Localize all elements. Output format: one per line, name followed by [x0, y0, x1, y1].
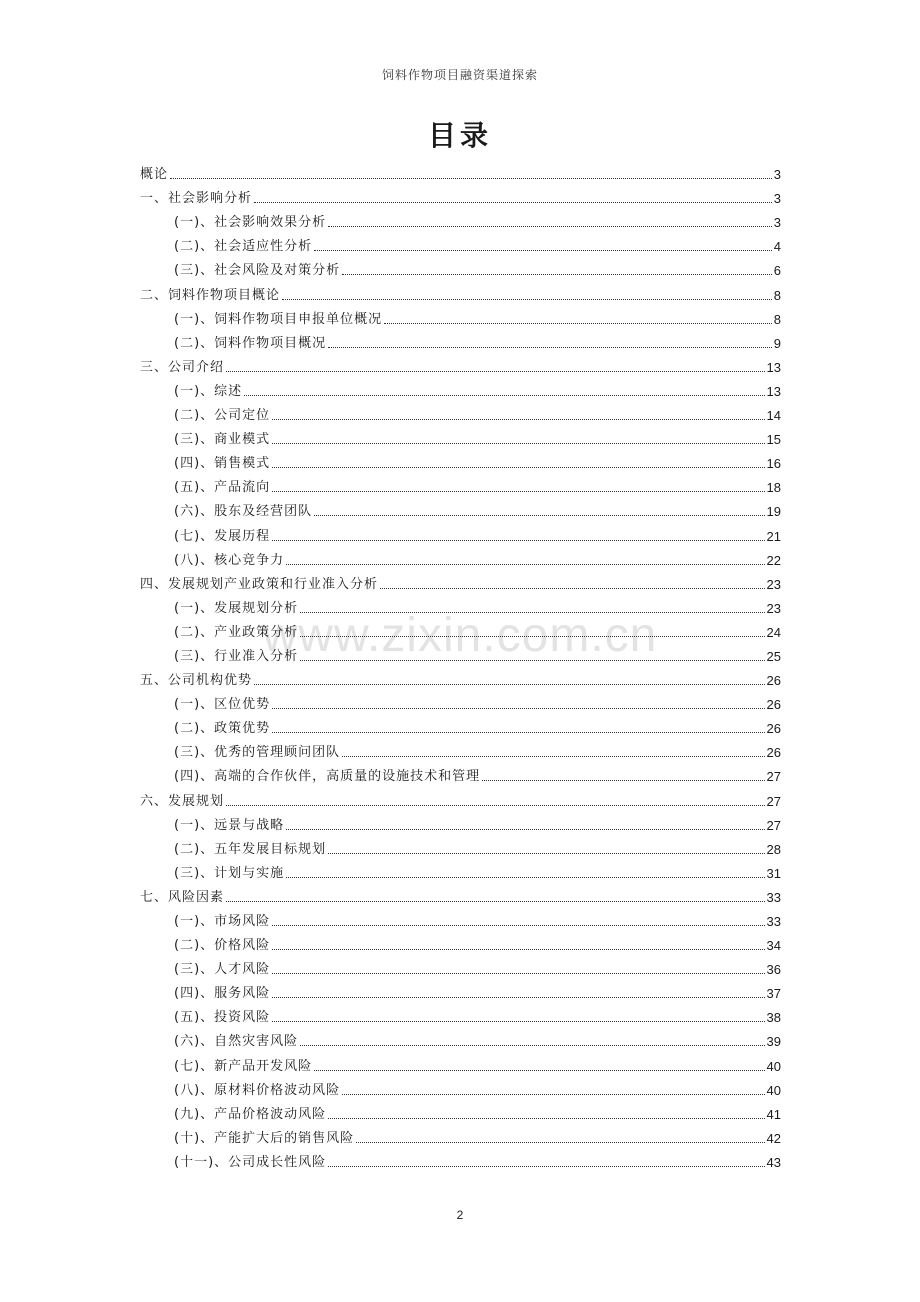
- toc-entry-page: 26: [766, 673, 781, 689]
- toc-dot-leader: [300, 660, 764, 661]
- toc-entry[interactable]: [140, 354, 781, 378]
- toc-entry[interactable]: [140, 474, 781, 498]
- toc-entry-title: (六)、股东及经营团队: [174, 504, 313, 520]
- toc-entry[interactable]: [140, 908, 781, 932]
- toc-dot-leader: [272, 973, 764, 974]
- toc-entry-page: 15: [766, 432, 781, 448]
- toc-entry-title: (三)、人才风险: [174, 962, 271, 978]
- toc-entry-title: (十一)、公司成长性风险: [174, 1154, 327, 1170]
- toc-dot-leader: [300, 612, 764, 613]
- toc-entry-page: 42: [766, 1130, 781, 1146]
- toc-entry[interactable]: [140, 860, 781, 884]
- toc-dot-leader: [272, 467, 764, 468]
- toc-entry[interactable]: [140, 498, 781, 522]
- toc-entry-page: 26: [766, 745, 781, 761]
- toc-entry-title: (三)、社会风险及对策分析: [174, 263, 341, 279]
- toc-entry-title: 二、饲料作物项目概论: [140, 287, 281, 303]
- toc-dot-leader: [286, 829, 764, 830]
- toc-entry[interactable]: [140, 643, 781, 667]
- toc-entry[interactable]: [140, 1149, 781, 1173]
- toc-entry-page: 43: [766, 1154, 781, 1170]
- toc-entry-page: 13: [766, 359, 781, 375]
- toc-entry-page: 22: [766, 552, 781, 568]
- toc-dot-leader: [272, 491, 764, 492]
- toc-dot-leader: [272, 732, 764, 733]
- toc-entry-page: 33: [766, 914, 781, 929]
- toc-entry-title: (三)、行业准入分析: [174, 648, 299, 664]
- toc-entry-title: (三)、计划与实施: [174, 865, 285, 881]
- toc-entry-title: 四、发展规划产业政策和行业准入分析: [140, 576, 379, 592]
- toc-entry-title: (九)、产品价格波动风险: [174, 1106, 327, 1122]
- toc-entry[interactable]: [140, 522, 781, 546]
- toc-entry-page: 6: [773, 263, 781, 279]
- toc-dot-leader: [380, 588, 765, 589]
- toc-entry-page: 36: [766, 962, 781, 978]
- toc-entry[interactable]: [140, 426, 781, 450]
- toc-entry-title: (三)、优秀的管理顾问团队: [174, 745, 341, 761]
- toc-entry[interactable]: [140, 161, 781, 185]
- toc-entry-title: (二)、公司定位: [174, 408, 271, 424]
- toc-entry[interactable]: [140, 980, 781, 1004]
- toc-dot-leader: [272, 1021, 764, 1022]
- toc-entry[interactable]: [140, 1077, 781, 1101]
- toc-entry[interactable]: [140, 667, 781, 691]
- toc-entry[interactable]: [140, 932, 781, 956]
- toc-entry-title: (四)、高端的合作伙伴，高质量的设施技术和管理: [174, 769, 481, 785]
- toc-entry-title: 概论: [140, 167, 169, 183]
- toc-entry[interactable]: [140, 787, 781, 811]
- toc-entry[interactable]: [140, 185, 781, 209]
- toc-dot-leader: [226, 371, 765, 372]
- toc-entry-page: 41: [766, 1106, 781, 1122]
- toc-entry-page: 13: [766, 383, 781, 399]
- toc-dot-leader: [272, 997, 764, 998]
- toc-entry-page: 3: [773, 191, 781, 207]
- toc-entry-page: 14: [766, 408, 781, 424]
- toc-entry-title: (一)、市场风险: [174, 914, 271, 929]
- toc-entry-page: 23: [766, 576, 781, 592]
- toc-entry-title: (二)、饲料作物项目概况: [174, 335, 327, 351]
- toc-entry-title: (三)、商业模式: [174, 432, 271, 448]
- toc-dot-leader: [328, 1166, 764, 1167]
- toc-dot-leader: [170, 178, 772, 179]
- toc-entry[interactable]: [140, 595, 781, 619]
- toc-entry[interactable]: [140, 233, 781, 257]
- toc-entry-page: 16: [766, 456, 781, 472]
- toc-entry-page: 8: [773, 311, 781, 327]
- toc-entry-page: 31: [766, 865, 781, 881]
- toc-entry[interactable]: [140, 257, 781, 281]
- toc-entry[interactable]: [140, 763, 781, 787]
- toc-dot-leader: [300, 636, 764, 637]
- toc-entry-title: (十)、产能扩大后的销售风险: [174, 1130, 355, 1146]
- toc-dot-leader: [272, 949, 764, 950]
- toc-entry-page: 8: [773, 287, 781, 303]
- toc-dot-leader: [328, 853, 764, 854]
- table-of-contents: [140, 161, 781, 1173]
- toc-entry-page: 4: [773, 239, 781, 255]
- toc-entry-page: 28: [766, 841, 781, 857]
- toc-entry-page: 34: [766, 938, 781, 954]
- toc-entry-title: 六、发展规划: [140, 793, 225, 809]
- toc-entry[interactable]: [140, 1052, 781, 1076]
- page-number: 2: [456, 1208, 464, 1222]
- toc-dot-leader: [482, 780, 764, 781]
- toc-dot-leader: [272, 540, 764, 541]
- toc-entry-page: 26: [766, 697, 781, 713]
- toc-entry-title: (二)、政策优势: [174, 721, 271, 737]
- toc-entry-page: 38: [766, 1010, 781, 1026]
- toc-entry[interactable]: [140, 715, 781, 739]
- toc-entry-page: 27: [766, 817, 781, 833]
- toc-entry-page: 24: [766, 624, 781, 640]
- toc-title: 目录: [427, 119, 492, 152]
- toc-entry-page: 9: [773, 335, 781, 351]
- toc-entry-page: 27: [766, 769, 781, 785]
- toc-entry-page: 27: [766, 793, 781, 809]
- toc-entry-title: 三、公司介绍: [140, 359, 225, 375]
- toc-entry-title: 一、社会影响分析: [140, 191, 253, 207]
- watermark: www.zixin.com.cn: [262, 609, 658, 662]
- toc-entry[interactable]: [140, 450, 781, 474]
- toc-entry-page: 23: [766, 600, 781, 616]
- toc-entry-page: 19: [766, 504, 781, 520]
- toc-entry[interactable]: [140, 619, 781, 643]
- toc-entry-title: (二)、社会适应性分析: [174, 239, 313, 255]
- toc-entry-page: 26: [766, 721, 781, 737]
- toc-entry[interactable]: [140, 402, 781, 426]
- toc-entry[interactable]: [140, 836, 781, 860]
- toc-dot-leader: [328, 226, 772, 227]
- toc-entry-title: 七、风险因素: [140, 889, 225, 905]
- toc-entry-title: (八)、核心竞争力: [174, 552, 285, 568]
- toc-dot-leader: [356, 1142, 764, 1143]
- toc-entry-page: 18: [766, 480, 781, 496]
- toc-entry-title: (一)、综述: [174, 383, 243, 399]
- toc-dot-leader: [314, 1070, 764, 1071]
- toc-dot-leader: [300, 1045, 764, 1046]
- toc-dot-leader: [226, 901, 765, 902]
- toc-entry[interactable]: [140, 1028, 781, 1052]
- toc-entry[interactable]: [140, 209, 781, 233]
- toc-dot-leader: [314, 250, 772, 251]
- toc-entry-title: (四)、销售模式: [174, 456, 271, 472]
- toc-entry-title: (五)、投资风险: [174, 1010, 271, 1026]
- toc-entry-page: 39: [766, 1034, 781, 1050]
- toc-entry-page: 33: [766, 889, 781, 905]
- toc-entry-title: (二)、价格风险: [174, 938, 271, 954]
- toc-dot-leader: [272, 443, 764, 444]
- document-header: 饲料作物项目融资渠道探索: [381, 68, 538, 82]
- toc-entry-title: (一)、远景与战略: [174, 817, 285, 833]
- toc-dot-leader: [226, 805, 765, 806]
- toc-entry-title: (七)、发展历程: [174, 528, 271, 544]
- toc-dot-leader: [272, 925, 764, 926]
- toc-entry[interactable]: [140, 691, 781, 715]
- toc-dot-leader: [286, 564, 764, 565]
- toc-dot-leader: [244, 395, 764, 396]
- toc-dot-leader: [342, 274, 772, 275]
- toc-entry[interactable]: [140, 281, 781, 305]
- toc-entry-title: (一)、社会影响效果分析: [174, 215, 327, 231]
- toc-entry-page: 37: [766, 986, 781, 1002]
- toc-entry[interactable]: [140, 330, 781, 354]
- toc-entry-title: (二)、五年发展目标规划: [174, 841, 327, 857]
- toc-entry-title: (七)、新产品开发风险: [174, 1058, 313, 1074]
- toc-entry-page: 3: [773, 215, 781, 231]
- toc-entry-title: (八)、原材料价格波动风险: [174, 1082, 341, 1098]
- toc-entry[interactable]: [140, 1101, 781, 1125]
- toc-dot-leader: [384, 323, 772, 324]
- toc-dot-leader: [254, 684, 765, 685]
- toc-entry-page: 25: [766, 648, 781, 664]
- toc-entry-page: 3: [773, 167, 781, 183]
- toc-dot-leader: [254, 202, 772, 203]
- toc-dot-leader: [314, 515, 764, 516]
- toc-entry[interactable]: [140, 547, 781, 571]
- toc-dot-leader: [272, 708, 764, 709]
- toc-entry-title: (二)、产业政策分析: [174, 624, 299, 640]
- toc-entry[interactable]: [140, 956, 781, 980]
- toc-entry[interactable]: [140, 378, 781, 402]
- toc-dot-leader: [328, 347, 772, 348]
- toc-entry[interactable]: [140, 739, 781, 763]
- toc-dot-leader: [342, 1094, 764, 1095]
- toc-entry-page: 21: [766, 528, 781, 544]
- toc-entry[interactable]: [140, 1004, 781, 1028]
- toc-entry-title: (一)、发展规划分析: [174, 600, 299, 616]
- toc-entry-title: (一)、区位优势: [174, 697, 271, 713]
- toc-dot-leader: [286, 877, 764, 878]
- toc-entry-title: (四)、服务风险: [174, 986, 271, 1002]
- toc-entry-page: 40: [766, 1058, 781, 1074]
- toc-dot-leader: [282, 299, 772, 300]
- toc-entry[interactable]: [140, 1125, 781, 1149]
- toc-dot-leader: [272, 419, 764, 420]
- toc-entry[interactable]: [140, 812, 781, 836]
- toc-entry[interactable]: [140, 884, 781, 908]
- toc-entry-title: (一)、饲料作物项目申报单位概况: [174, 311, 383, 327]
- toc-entry-title: (五)、产品流向: [174, 480, 271, 496]
- toc-entry[interactable]: [140, 571, 781, 595]
- toc-entry-page: 40: [766, 1082, 781, 1098]
- toc-dot-leader: [342, 756, 764, 757]
- toc-entry-title: (六)、自然灾害风险: [174, 1034, 299, 1050]
- toc-entry-title: 五、公司机构优势: [140, 673, 253, 689]
- toc-entry[interactable]: [140, 306, 781, 330]
- toc-dot-leader: [328, 1118, 764, 1119]
